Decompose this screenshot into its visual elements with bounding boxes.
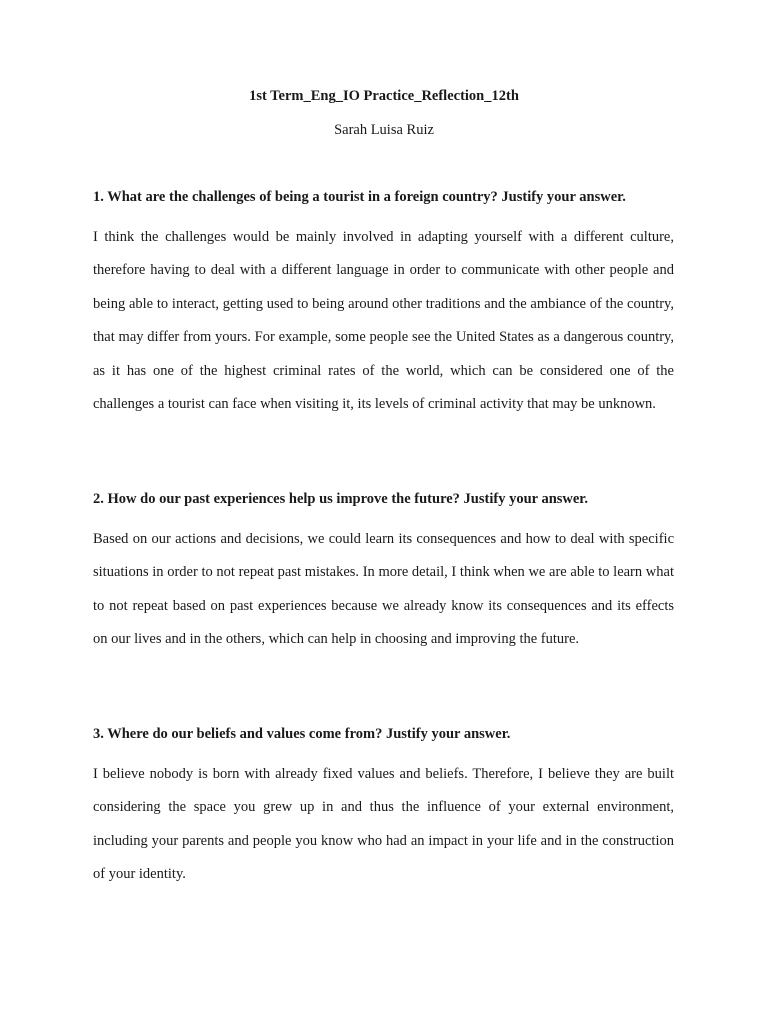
question-section-3 (93, 724, 674, 892)
answer-paragraph: I think the challenges would be mainly involved in adapting yourself with a different culture, therefore having to deal with a different language in order to communicate with other people and being able to interact, getting used to being around other traditions and the ambiance of the country, that may differ from yours. For example, some people see the United States as a dangerous country, as it has one of the highest criminal rates of the world, which can be considered one of the challenges a tourist can face when visiting it, its levels of criminal activity that may be unknown. (93, 228, 674, 412)
question-heading: 1. What are the challenges of being a tourist in a foreign country? Justify your answer. (93, 189, 626, 205)
question-section-2 (93, 489, 674, 657)
answer-paragraph: Based on our actions and decisions, we could learn its consequences and how to deal with specific situations in order to not repeat past mistakes. In more detail, I think when we are able to learn what to not repeat based on past experiences because we already know its consequences and its effects on our lives and in the others, which can help in choosing and improving the future. (93, 530, 674, 647)
question-section-1 (93, 187, 674, 422)
document-author: Sarah Luisa Ruiz (334, 122, 434, 138)
answer-paragraph: I believe nobody is born with already fixed values and beliefs. Therefore, I believe they are built considering the space you grew up in and thus the influence of your external environment, including your parents and people you know who had an impact in your life and in the construction of your identity. (93, 765, 674, 882)
document-title: 1st Term_Eng_IO Practice_Reflection_12th (249, 88, 519, 104)
question-heading: 2. How do our past experiences help us improve the future? Justify your answer. (93, 491, 589, 507)
question-heading: 3. Where do our beliefs and values come from? Justify your answer. (93, 726, 511, 742)
